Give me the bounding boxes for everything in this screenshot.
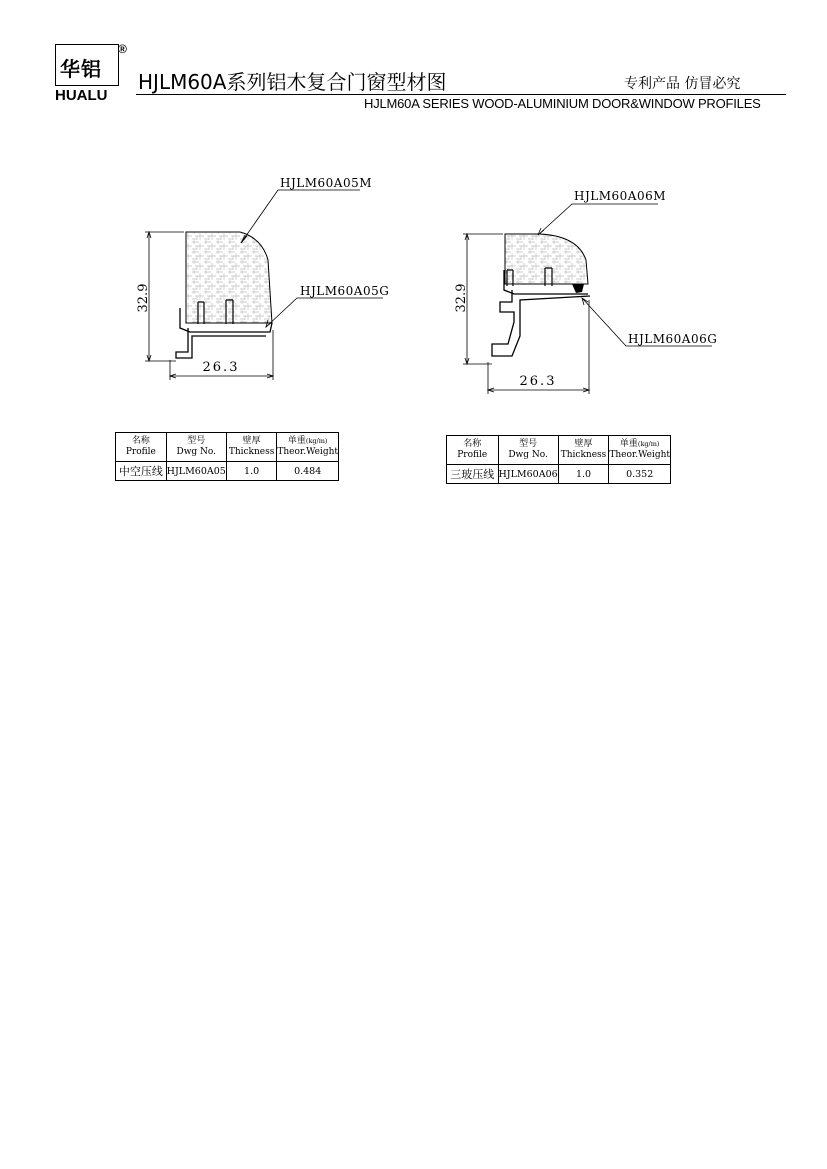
- profile-2-spec-table: [446, 435, 671, 484]
- header-unit: (kg/m): [637, 440, 660, 448]
- cell-name: 中空压线: [116, 462, 167, 481]
- header-en: Dwg No.: [508, 450, 548, 460]
- page-title-english: HJLM60A SERIES WOOD-ALUMINIUM DOOR&WINDOW PROFILES: [364, 96, 761, 111]
- header-cn: 壁厚: [242, 436, 261, 446]
- header-cn: 单重: [287, 436, 306, 446]
- profile-1-aluminium-label: HJLM60A05G: [300, 284, 390, 298]
- cell-weight: 0.352: [609, 465, 671, 484]
- profile-1-wood-label: HJLM60A05M: [280, 176, 373, 190]
- registered-mark: ®: [118, 42, 127, 56]
- profile-2-gasket: [572, 284, 584, 293]
- header-thickness: [226, 433, 277, 462]
- header-cn: 单重: [619, 439, 638, 449]
- header-profile: [447, 436, 499, 465]
- patent-notice: 专利产品 仿冒必究: [624, 76, 741, 92]
- header-en: Theor.Weight: [277, 447, 338, 457]
- header-en: Thickness: [228, 447, 275, 457]
- cell-thickness: 1.0: [226, 462, 277, 481]
- cell-thickness: 1.0: [558, 465, 609, 484]
- header-en: Theor.Weight: [609, 450, 670, 460]
- profile-2-aluminium-label: HJLM60A06G: [628, 332, 718, 346]
- table-header-row: [116, 433, 339, 462]
- header-en: Thickness: [560, 450, 607, 460]
- header-weight: [277, 433, 339, 462]
- logo-chinese-text: 华铝: [60, 57, 102, 81]
- header-cn: 型号: [187, 436, 206, 446]
- profile-2-width-dimension: 26.3: [519, 374, 557, 389]
- header-dwg: [166, 433, 226, 462]
- header-en: Profile: [125, 447, 156, 457]
- header-cn: 型号: [519, 439, 538, 449]
- cell-dwg: HJLM60A06: [498, 465, 558, 484]
- table-row: [116, 462, 339, 481]
- profile-1-height-dimension: 32.9: [136, 283, 151, 313]
- header-cn: 名称: [463, 439, 482, 449]
- cell-dwg: HJLM60A05: [166, 462, 226, 481]
- header-cn: 壁厚: [574, 439, 593, 449]
- profile-2-height-dimension: 32.9: [454, 283, 469, 313]
- header-en: Profile: [457, 450, 488, 460]
- cell-name: 三玻压线: [447, 465, 499, 484]
- header-thickness: [558, 436, 609, 465]
- table-header-row: [447, 436, 671, 465]
- page-title-chinese: HJLM60A系列铝木复合门窗型材图: [138, 70, 447, 94]
- profile-1-spec-table: [115, 432, 339, 481]
- header-en: Dwg No.: [176, 447, 217, 457]
- profile-2-wood-section: [505, 234, 588, 284]
- profile-2-wood-label: HJLM60A06M: [574, 189, 667, 203]
- header-dwg: [498, 436, 558, 465]
- header-cn: 名称: [131, 436, 150, 446]
- header-unit: (kg/m): [305, 437, 328, 445]
- header-profile: [116, 433, 167, 462]
- cell-weight: 0.484: [277, 462, 339, 481]
- logo-english-text: HUALU: [55, 87, 108, 104]
- profile-2-drawing: [463, 204, 712, 394]
- profile-1-wood-section: [186, 232, 272, 323]
- table-row: [447, 465, 671, 484]
- header-weight: [609, 436, 671, 465]
- profile-1-width-dimension: 26.3: [202, 360, 240, 375]
